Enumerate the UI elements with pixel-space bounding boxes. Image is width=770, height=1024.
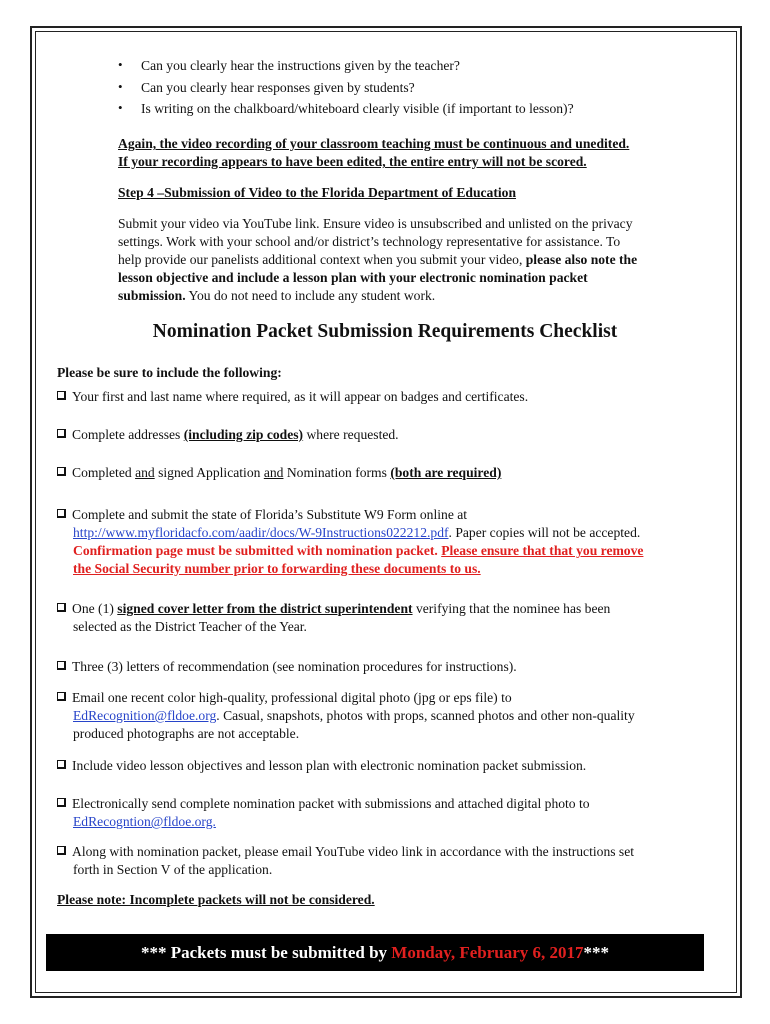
- checklist-item-underline: and: [263, 465, 284, 480]
- step4-text-span: help provide our panelists additional context when you submit your video,: [118, 252, 526, 267]
- unedited-warning-line2: If your recording appears to have been edited, the entire entry will not be scored.: [118, 154, 587, 169]
- deadline-banner-prefix: *** Packets must be submitted by: [141, 943, 392, 962]
- step4-text: Submit your video via YouTube link. Ensure video is unsubscribed and unlisted on the privacy: [118, 216, 633, 231]
- checkbox-icon[interactable]: [57, 391, 66, 400]
- checklist-item-text: verifying that the nominee has been: [412, 601, 611, 616]
- checklist-item: [57, 464, 501, 482]
- checklist-item-emphasis: (both are required): [390, 465, 502, 480]
- checklist-item-text: where requested.: [303, 427, 399, 442]
- checklist-item: [57, 843, 634, 861]
- checklist-item: [57, 658, 517, 676]
- checkbox-icon[interactable]: [57, 467, 66, 476]
- checklist-item-text: Your first and last name where required, as it will appear on badges and certificates.: [72, 389, 529, 404]
- checklist-item-emphasis: (including zip codes): [183, 427, 304, 442]
- checklist-item: [57, 757, 586, 775]
- step4-text-bold: please also note the: [525, 252, 638, 267]
- email-link[interactable]: EdRecogntion@fldoe.org.: [73, 814, 216, 829]
- checklist-item-text: Completed: [72, 465, 136, 480]
- checklist-item-line: [73, 524, 640, 542]
- ssn-warning: the Social Security number prior to forwarding these documents to us.: [73, 561, 481, 576]
- checklist-item-text: . Paper copies will not be accepted.: [448, 525, 641, 540]
- step4-text: [118, 251, 637, 269]
- bullet-icon: •: [118, 100, 123, 115]
- unedited-warning-line1: Again, the video recording of your classroom teaching must be continuous and unedited.: [118, 136, 630, 151]
- w9-instructions-link[interactable]: http://www.myfloridacfo.com/aadir/docs/W-9Instructions022212.pdf: [73, 525, 449, 540]
- checklist-item-line: [73, 542, 643, 560]
- list-item: Is writing on the chalkboard/whiteboard clearly visible (if important to lesson)?: [141, 101, 574, 116]
- checklist-item-line: forth in Section V of the application.: [73, 862, 273, 877]
- checkbox-icon[interactable]: [57, 692, 66, 701]
- deadline-date: Monday, February 6, 2017: [391, 943, 584, 962]
- checklist-item-text: Along with nomination packet, please email YouTube video link in accordance with the instructions set: [72, 844, 635, 859]
- checklist-item: [57, 506, 467, 524]
- incomplete-packet-note: Please note: Incomplete packets will not be considered.: [57, 892, 375, 907]
- checklist-item-text: One (1): [72, 601, 118, 616]
- confirmation-notice: Confirmation page must be submitted with nomination packet.: [73, 543, 442, 558]
- checkbox-icon[interactable]: [57, 603, 66, 612]
- checklist-item-text: signed Application: [154, 465, 264, 480]
- list-item: Can you clearly hear responses given by students?: [141, 80, 415, 95]
- checklist-item-text: Three (3) letters of recommendation (see nomination procedures for instructions).: [72, 659, 517, 674]
- checklist-item-emphasis: signed cover letter from the district superintendent: [117, 601, 413, 616]
- bullet-icon: •: [118, 57, 123, 72]
- checklist-item-text: Email one recent color high-quality, professional digital photo (jpg or eps file) to: [72, 690, 512, 705]
- checkbox-icon[interactable]: [57, 509, 66, 518]
- deadline-banner-suffix: ***: [583, 943, 609, 962]
- checkbox-icon[interactable]: [57, 429, 66, 438]
- step4-heading: Step 4 –Submission of Video to the Florida Department of Education: [118, 185, 517, 200]
- checklist-item: [57, 388, 528, 406]
- checklist-item: [57, 600, 610, 618]
- checklist-item-line: selected as the District Teacher of the Year.: [73, 619, 307, 634]
- checkbox-icon[interactable]: [57, 798, 66, 807]
- list-item: Can you clearly hear the instructions given by the teacher?: [141, 58, 460, 73]
- checklist-item: [57, 795, 590, 813]
- step4-text-bold: submission.: [118, 288, 186, 303]
- checklist-item-line: produced photographs are not acceptable.: [73, 726, 300, 741]
- checklist-item-text: Complete addresses: [72, 427, 184, 442]
- step4-text-span: You do not need to include any student work.: [185, 288, 436, 303]
- email-link[interactable]: EdRecognition@fldoe.org: [73, 708, 217, 723]
- checklist-item-text: Electronically send complete nomination packet with submissions and attached digital photo to: [72, 796, 590, 811]
- checkbox-icon[interactable]: [57, 661, 66, 670]
- checklist-item-text: . Casual, snapshots, photos with props, scanned photos and other non-quality: [216, 708, 635, 723]
- checkbox-icon[interactable]: [57, 760, 66, 769]
- step4-text-bold: lesson objective and include a lesson plan with your electronic nomination packet: [118, 270, 588, 285]
- checklist-item-text: Nomination forms: [283, 465, 391, 480]
- step4-text: settings. Work with your school and/or district’s technology representative for assistance. To: [118, 234, 621, 249]
- checklist-item-text: Include video lesson objectives and lesson plan with electronic nomination packet submission.: [72, 758, 587, 773]
- checklist-item-text: Complete and submit the state of Florida’s Substitute W9 Form online at: [72, 507, 468, 522]
- checklist-item: [57, 426, 399, 444]
- step4-text: [118, 287, 435, 305]
- checklist-item-underline: and: [135, 465, 155, 480]
- checklist-intro: Please be sure to include the following:: [57, 365, 282, 380]
- checkbox-icon[interactable]: [57, 846, 66, 855]
- deadline-banner: [46, 934, 704, 971]
- checklist-item-line: [73, 707, 635, 725]
- bullet-icon: •: [118, 79, 123, 94]
- ssn-warning: Please ensure that that you remove: [441, 543, 644, 558]
- checklist-title: Nomination Packet Submission Requirements Checklist: [152, 321, 618, 342]
- checklist-item: [57, 689, 512, 707]
